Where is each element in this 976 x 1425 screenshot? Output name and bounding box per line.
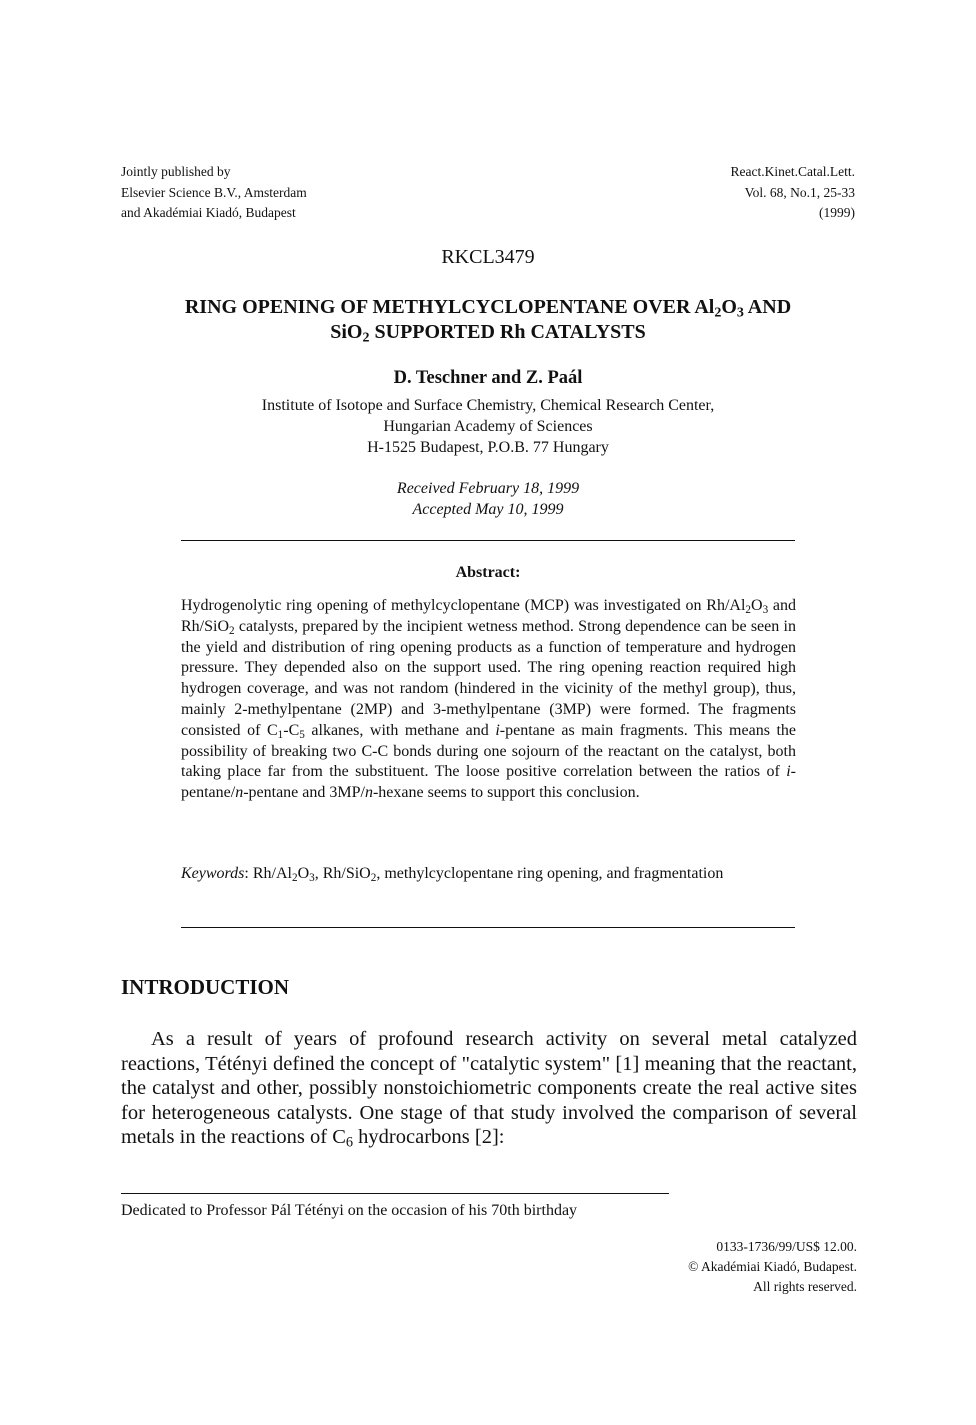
- abstract-bottom-rule: [181, 927, 795, 928]
- copyright-block: [688, 1237, 857, 1297]
- received-date: Received February 18, 1999: [396, 480, 580, 497]
- footnote-rule: [121, 1193, 669, 1194]
- publisher-info: [121, 162, 307, 224]
- affiliation-line: Institute of Isotope and Surface Chemistry, Chemical Research Center,: [261, 397, 715, 414]
- introduction-paragraph: As a result of years of profound research activity on several metal catalyzed reactions, Tétényi defined the concept of "catalytic system" [1] meaning that the reactant, the catalyst and other, possibly nonstoichiometric components create the real active sites for heterogeneous catalysts. One stage of that study involved the comparison of several metals in the reactions of $C_6$ hydrocarbons [2]:: [121, 1028, 857, 1151]
- copyright-holder: © Akadémiai Kiadó, Budapest.: [688, 1259, 857, 1274]
- keywords: Keywords: $Rh/Al_2O_3$, Rh/SiO$_2$, methylcyclopentane ring opening, and fragmentation: [181, 865, 724, 884]
- section-heading-introduction: INTRODUCTION: [121, 975, 290, 999]
- issn-price: 0133-1736/99/US$ 12.00.: [716, 1239, 857, 1254]
- abstract-text: Hydrogenolytic ring opening of methylcyclopentane (MCP) was investigated on $Rh/Al_2O_3$ and Rh/SiO$_2$ catalysts, prepared by the incipient wetness method. Strong dependence can be seen in the yield and distribution of ring opening products as a function of temperature and hydrogen pressure. They depended also on the support used. The ring opening reaction required high hydrogen coverage, and was not random (hindered in the vicinity of the methyl group), thus, mainly 2-methylpentane (2MP) and 3-methylpentane (3MP) were formed. The fragments consisted of $C_1-C_5$ alkanes, with methane and i-pentane as main fragments. This means the possibility of breaking two C-C bonds during one sojourn of the reactant on the catalyst, both taking place far from the substituent. The loose positive correlation between the ratios of i-pentane/n-pentane and 3MP/n-hexane seems to support this conclusion.: [181, 597, 797, 802]
- footnote: Dedicated to Professor Pál Tétényi on the occasion of his 70th birthday: [121, 1202, 578, 1219]
- keywords-label: Keywords: [181, 865, 245, 882]
- publisher-line: Jointly published by: [121, 164, 231, 179]
- paper-title: RING OPENING OF METHYLCYCLOPENTANE OVER $Al_2O_3$ AND SiO$_2$ SUPPORTED Rh CATALYSTS: [184, 296, 792, 346]
- journal-year: (1999): [819, 205, 855, 220]
- publisher-line: Elsevier Science B.V., Amsterdam: [121, 184, 307, 200]
- rights-statement: All rights reserved.: [753, 1279, 857, 1294]
- abstract-heading: Abstract:: [455, 564, 521, 581]
- authors: D. Teschner and Z. Paál: [393, 368, 583, 388]
- affiliation-line: H-1525 Budapest, P.O.B. 77 Hungary: [367, 439, 609, 456]
- accepted-date: Accepted May 10, 1999: [412, 501, 564, 518]
- affiliation-line: Hungarian Academy of Sciences: [383, 418, 593, 435]
- journal-name: React.Kinet.Catal.Lett.: [730, 164, 855, 179]
- journal-citation: [731, 162, 855, 224]
- dates: [0, 478, 976, 520]
- publisher-line: and Akadémiai Kiadó, Budapest: [121, 205, 296, 220]
- affiliation: [0, 395, 976, 458]
- paper-code: RKCL3479: [441, 246, 535, 268]
- abstract-top-rule: [181, 540, 795, 541]
- journal-volume: Vol. 68, No.1, 25-33: [744, 184, 855, 200]
